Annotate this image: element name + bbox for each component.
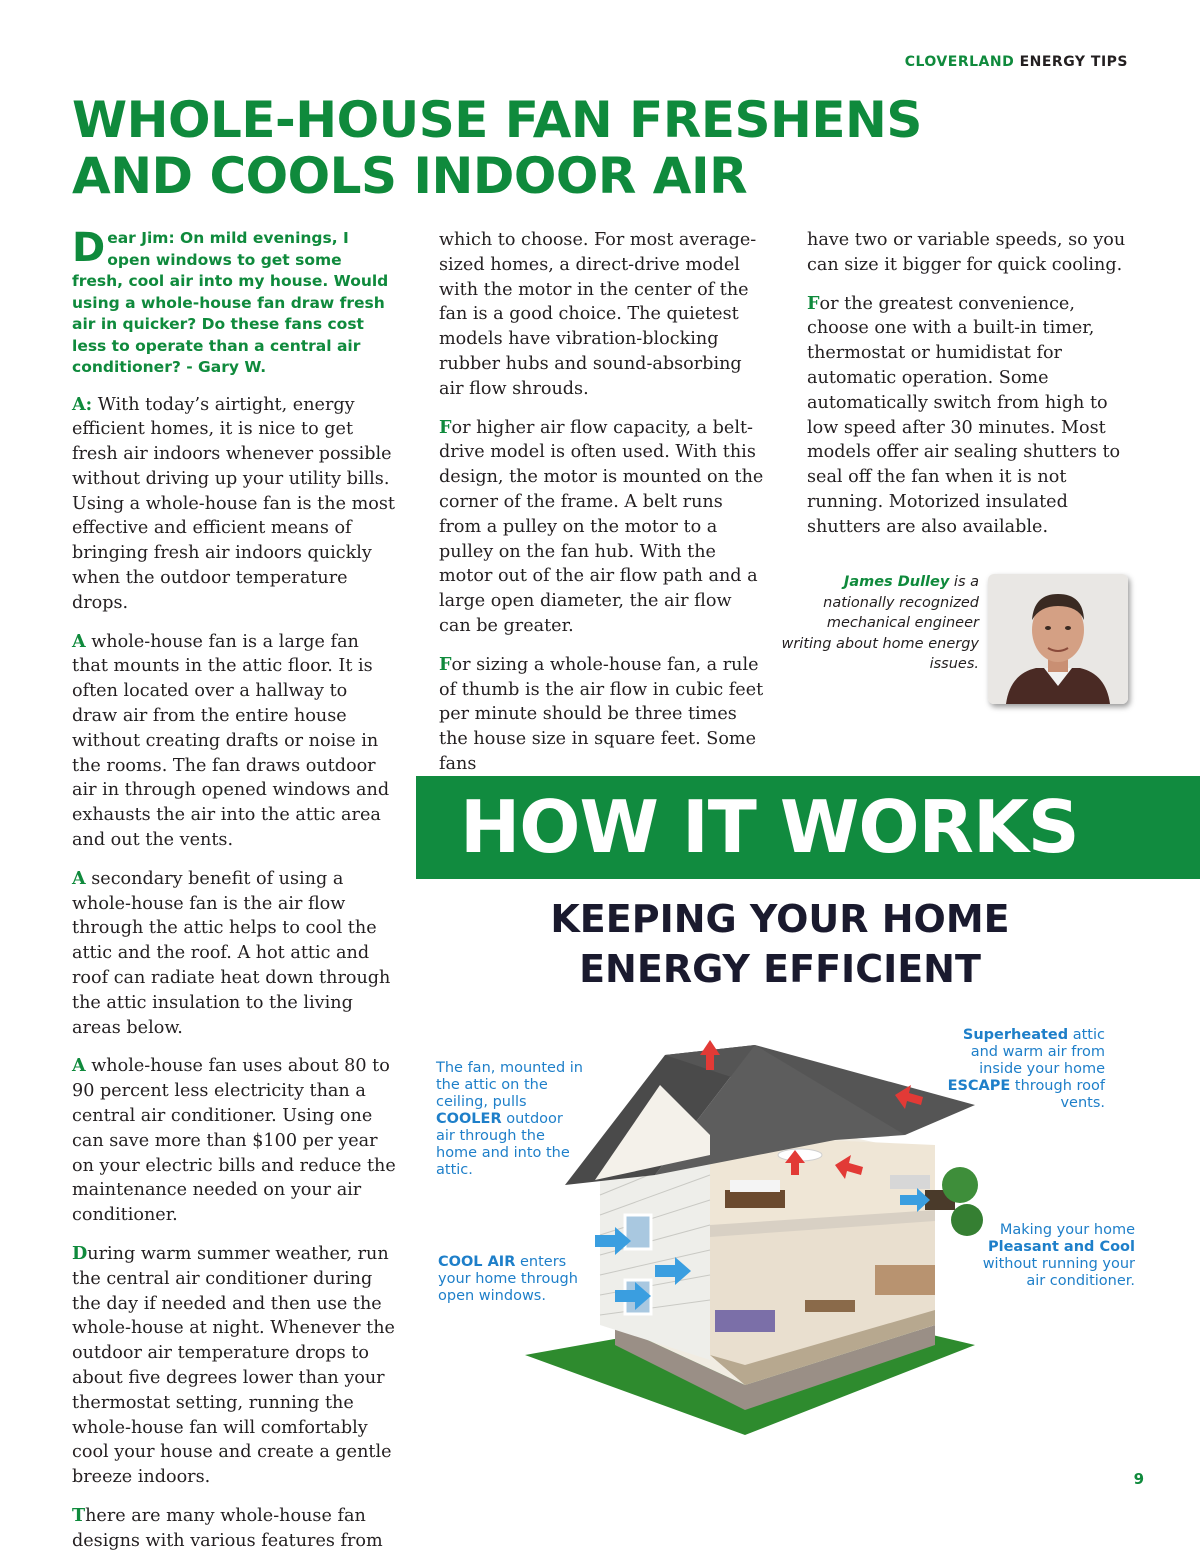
paragraph: [72, 1054, 397, 1228]
author-description: is a nationally recognized mechanical engineer writing about home energy issues.: [781, 574, 979, 672]
paragraph-initial: F: [439, 653, 452, 675]
paragraph-text: whole-house fan is a large fan that mounts in the attic floor. It is often located over a hallway to draw air from the entire house without creating drafts or noise in the rooms. The fan draws outdoor air in through opened windows and exhausts the air into the attic area and out the vents.: [72, 631, 390, 851]
paragraph-text: or the greatest convenience, choose one with a built-in timer, thermostat or humidistat for automatic operation. Some automatically switch from high to low speed after 30 minutes. Most models offer air sealing shutters to seal off the fan when it is not running. Motorized insulated shutters are also available.: [807, 293, 1121, 537]
callout-fan-bold: COOLER: [436, 1111, 502, 1127]
paragraph-text: whole-house fan uses about 80 to 90 percent less electricity than a central air conditioner. Using one can save more than $100 per year on your electric bills and reduce the maintenance needed on your air conditioner.: [72, 1056, 396, 1226]
paragraph-initial: A: [72, 630, 86, 652]
article-column-2: [439, 228, 764, 791]
paragraph: [72, 393, 397, 616]
article-column-1: [72, 225, 397, 1568]
author-name: James Dulley: [843, 574, 950, 590]
section-header: [905, 54, 1128, 70]
brand-name: CLOVERLAND: [904, 54, 1015, 70]
callout-cool-air: [438, 1254, 578, 1305]
banner-title: HOW IT WORKS: [460, 785, 1079, 869]
callout-pleasant: [965, 1222, 1135, 1290]
paragraph: [807, 292, 1137, 540]
paragraph: [72, 630, 397, 853]
author-photo: [988, 574, 1128, 704]
paragraph-initial: A:: [72, 393, 93, 415]
subhead-line-2: ENERGY EFFICIENT: [579, 947, 981, 991]
callout-attic-post: through roof vents.: [1010, 1078, 1105, 1111]
callout-attic-mid: attic and warm air from inside your home: [970, 1027, 1105, 1077]
author-bio: [779, 572, 979, 675]
paragraph: [72, 867, 397, 1041]
paragraph: [439, 228, 764, 402]
subhead-line-1: KEEPING YOUR HOME: [550, 897, 1010, 941]
question-dropcap: D: [72, 225, 106, 271]
paragraph-initial: A: [72, 1055, 86, 1077]
question-text: ear Jim: On mild evenings, I open windows to get some fresh, cool air into my house. Would using a whole-house fan draw fresh air in quicker? Do these fans cost less to operate than a central air conditioner? - Gary W.: [72, 229, 389, 376]
paragraph-initial: F: [439, 416, 452, 438]
paragraph-initial: F: [807, 292, 820, 314]
callout-pleasant-bold: Pleasant and Cool: [987, 1239, 1135, 1255]
paragraph-text: which to choose. For most average-sized homes, a direct-drive model with the motor in the center of the fan is a good choice. The quietest models have vibration-blocking rubber hubs and sound-absorbing air flow shrouds.: [439, 230, 757, 399]
section-name: ENERGY TIPS: [1014, 54, 1128, 70]
callout-attic: [935, 1027, 1105, 1112]
how-it-works-banner: [416, 776, 1200, 879]
author-portrait: [988, 574, 1128, 704]
callout-attic-bold1: Superheated: [962, 1027, 1069, 1043]
article-title: WHOLE-HOUSE FAN FRESHENS AND COOLS INDOOR AIR: [72, 91, 922, 205]
paragraph-text: here are many whole-house fan designs with various features from: [72, 1505, 383, 1551]
paragraph: [439, 653, 764, 777]
callout-pleasant-post: without running your air conditioner.: [982, 1256, 1135, 1289]
paragraph-text: have two or variable speeds, so you can size it bigger for quick cooling.: [807, 230, 1126, 275]
paragraph: [72, 1242, 397, 1490]
callout-attic-bold2: ESCAPE: [947, 1078, 1011, 1094]
page-number: 9: [1133, 1470, 1144, 1488]
paragraph: [72, 1504, 397, 1554]
paragraph: [807, 228, 1137, 278]
paragraph: [439, 416, 764, 639]
paragraph-initial: A: [72, 867, 86, 889]
infographic-subhead: [530, 894, 1030, 994]
paragraph-text: With today’s airtight, energy efficient homes, it is nice to get fresh air indoors whenever possible without driving up your utility bills. Using a whole-house fan is the most effective and efficient means of bringing fresh air indoors quickly when the outdoor temperature drops.: [72, 394, 395, 613]
callout-fan: [436, 1060, 586, 1179]
paragraph-initial: D: [72, 1243, 88, 1264]
callout-fan-post: outdoor air through the home and into the attic.: [436, 1111, 570, 1178]
callout-fan-pre: The fan, mounted in the attic on the ceiling, pulls: [436, 1060, 583, 1110]
paragraph-text: secondary benefit of using a whole-house fan is the air flow through the attic helps to cool the attic and the roof. A hot attic and roof can radiate heat down through the attic insulation to the living areas below.: [72, 868, 391, 1038]
callout-pleasant-pre: Making your home: [999, 1222, 1135, 1238]
paragraph-initial: T: [72, 1504, 86, 1526]
callout-cool-post: enters your home through open windows.: [438, 1254, 578, 1304]
article-column-3: [807, 228, 1137, 554]
paragraph-text: or sizing a whole-house fan, a rule of thumb is the air flow in cubic feet per minute should be three times the house size in square feet. Some fans: [439, 654, 764, 774]
paragraph-text: or higher air flow capacity, a belt-drive model is often used. With this design, the motor is mounted on the corner of the frame. A belt runs from a pulley on the motor to a pulley on the fan hub. With the motor out of the air flow path and a large open diameter, the air flow can be greater.: [439, 417, 764, 636]
paragraph-text: uring warm summer weather, run the central air conditioner during the day if needed and then use the whole-house at night. Whenever the outdoor air temperature drops to about five degrees lower than your thermostat setting, running the whole-house fan will comfortably cool your house and create a gentle breeze indoors.: [72, 1244, 395, 1488]
reader-question: [72, 225, 397, 379]
callout-cool-bold: COOL AIR: [438, 1254, 516, 1270]
